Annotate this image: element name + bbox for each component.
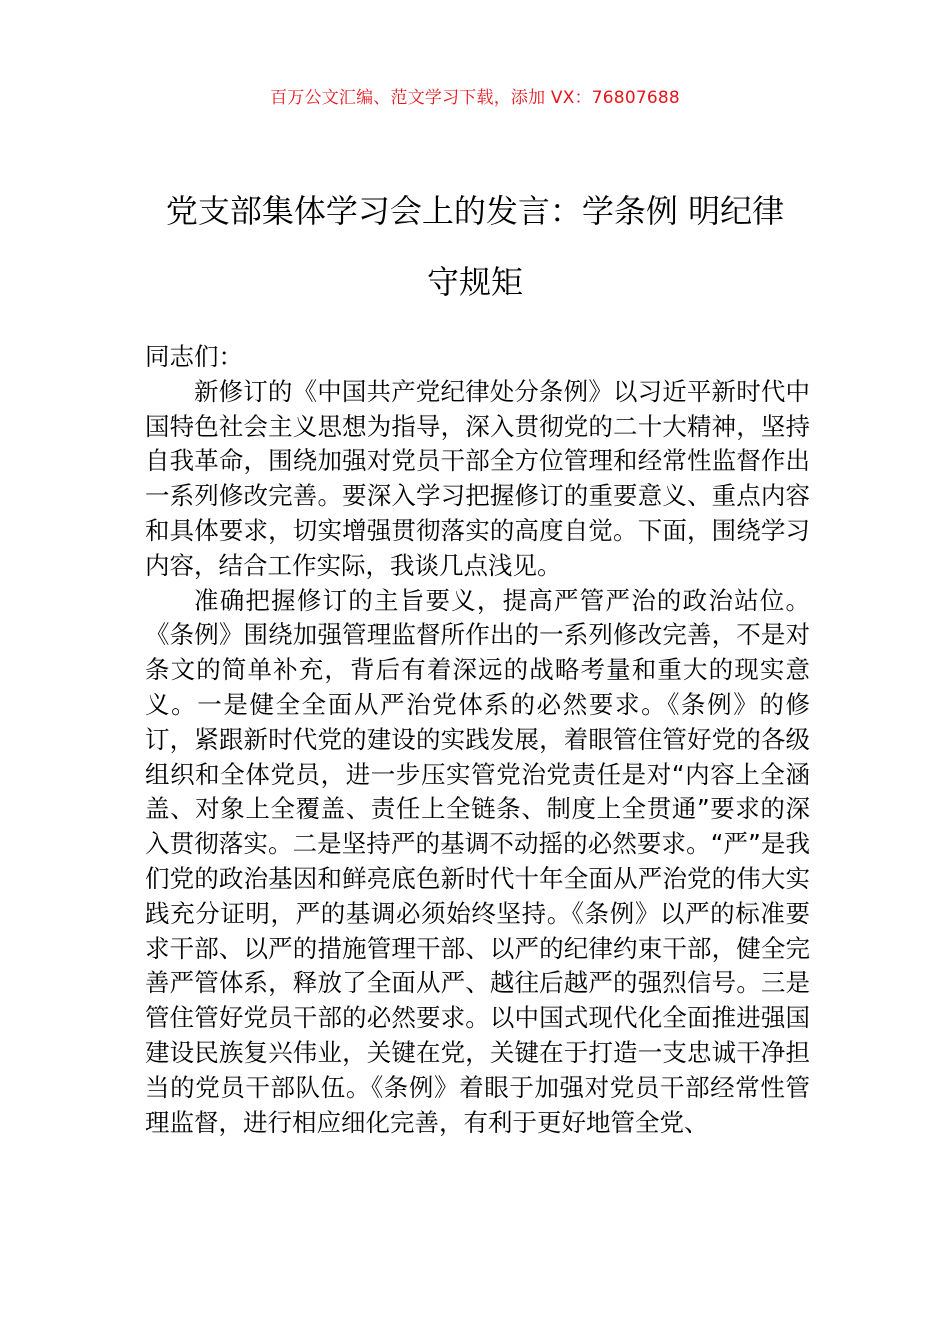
document-body <box>145 340 810 1140</box>
salutation: 同志们： <box>145 342 243 371</box>
header-watermark-note: 百万公文汇编、范文学习下载，添加 VX：76807688 <box>270 88 680 108</box>
body-paragraph: 新修订的《中国共产党纪律处分条例》以习近平新时代中国特色社会主义思想为指导，深入贯彻党的二十大精神，坚持自我革命，围绕加强对党员干部全方位管理和经常性监督作出一系列修改完善。要深入学习把握修订的重要意义、重点内容和具体要求，切实增强贯彻落实的高度自觉。下面，围绕学习内容，结合工作实际，我谈几点浅见。 <box>145 376 810 580</box>
document-title: 党支部集体学习会上的发言：学条例 明纪律 守规矩 <box>165 192 785 301</box>
body-paragraph: 准确把握修订的主旨要义，提高严管严治的政治站位。《条例》围绕加强管理监督所作出的一系列修改完善，不是对条文的简单补充，背后有着深远的战略考量和重大的现实意义。一是健全全面从严治党体系的必然要求。《条例》的修订，紧跟新时代党的建设的实践发展，着眼管住管好党的各级组织和全体党员，进一步压实管党治党责任是对“内容上全涵盖、对象上全覆盖、责任上全链条、制度上全贯通”要求的深入贯彻落实。二是坚持严的基调不动摇的必然要求。“严”是我们党的政治基因和鲜亮底色新时代十年全面从严治党的伟大实践充分证明，严的基调必须始终坚持。《条例》以严的标准要求干部、以严的措施管理干部、以严的纪律约束干部，健全完善严管体系，释放了全面从严、越往后越严的强烈信号。三是管住管好党员干部的必然要求。以中国式现代化全面推进强国建设民族复兴伟业，关键在党，关键在于打造一支忠诚干净担当的党员干部队伍。《条例》着眼于加强对党员干部经常性管理监督，进行相应细化完善，有利于更好地管全党、 <box>145 585 810 1137</box>
